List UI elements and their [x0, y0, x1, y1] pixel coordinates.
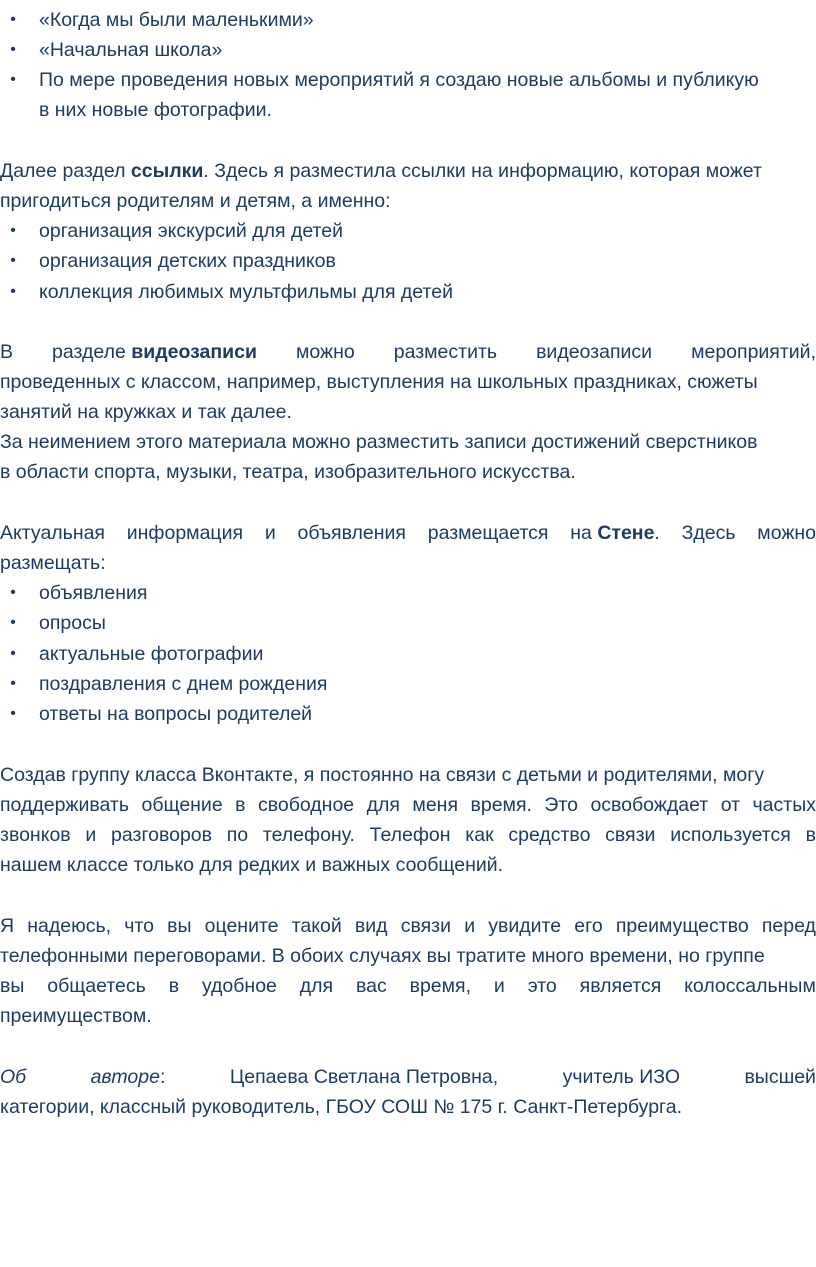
bullet-icon: •	[10, 11, 16, 28]
word: преимущество	[615, 915, 749, 937]
list-item	[0, 578, 816, 608]
word: вы	[167, 915, 192, 937]
list-item-text: коллекция любимых мультфильмы для детей	[39, 281, 453, 303]
group-paragraph-line: Создав группу класса Вконтакте, я постоянно на связи с детьми и родителями, могу	[0, 764, 765, 786]
list-item	[0, 639, 816, 669]
bullet-icon: •	[10, 252, 16, 269]
word: перед	[761, 915, 816, 937]
author-label-word: авторе	[90, 1066, 160, 1088]
word: связи	[400, 915, 452, 937]
word: общаетесь	[47, 975, 146, 997]
links-paragraph-line: пригодиться родителям и детям, а именно:	[0, 190, 391, 212]
bullet-icon: •	[10, 41, 16, 58]
list-item-text: объявления	[39, 582, 148, 604]
group-paragraph-line: нашем классе только для редких и важных сообщений.	[0, 854, 504, 876]
word: увидите	[488, 915, 562, 937]
bullet-icon: •	[10, 705, 16, 722]
word: звонков	[0, 824, 71, 846]
group-paragraph-line	[0, 820, 816, 850]
word: в	[805, 824, 816, 846]
list-item	[0, 608, 816, 638]
word: и	[493, 975, 505, 997]
word: Я	[0, 915, 15, 937]
word: меня	[412, 794, 459, 816]
word: оцените	[204, 915, 279, 937]
list-item-text: По мере проведения новых мероприятий я создаю новые альбомы и публикую	[39, 69, 759, 91]
word: колоссальным	[684, 975, 816, 997]
word: Телефон	[369, 824, 451, 846]
word: общение	[141, 794, 223, 816]
list-item-text: организация экскурсий для детей	[39, 220, 343, 242]
word: как	[465, 824, 494, 846]
word: является	[579, 975, 662, 997]
list-item	[0, 35, 816, 65]
word: его	[574, 915, 603, 937]
author-name: Цепаева Светлана Петровна,	[229, 1066, 499, 1088]
word: используется	[670, 824, 791, 846]
word: для	[366, 794, 400, 816]
section-name-links: ссылки	[130, 160, 204, 182]
bullet-icon: •	[10, 283, 16, 300]
word: средство	[508, 824, 591, 846]
list-item-continuation: в них новые фотографии.	[39, 99, 272, 121]
word: разговоров	[111, 824, 213, 846]
author-label-word: Об	[0, 1066, 27, 1088]
word: что	[124, 915, 154, 937]
word: частых	[752, 794, 816, 816]
word: связи	[605, 824, 656, 846]
video-paragraph-line: занятий на кружках и так далее.	[0, 401, 292, 423]
list-item-text: актуальные фотографии	[39, 643, 264, 665]
word: телефону.	[262, 824, 355, 846]
wall-paragraph-line: размещать:	[0, 552, 106, 574]
list-item-text: ответы на вопросы родителей	[39, 703, 313, 725]
list-item	[0, 5, 816, 35]
hope-paragraph-line: телефонными переговорами. В обоих случаях вы тратите много времени, но группе	[0, 945, 765, 967]
word: и	[464, 915, 476, 937]
bullet-icon: •	[10, 645, 16, 662]
bullet-icon: •	[10, 584, 16, 601]
bullet-icon: •	[10, 614, 16, 631]
list-item-text: организация детских праздников	[39, 250, 336, 272]
list-item	[0, 699, 816, 729]
word: в	[168, 975, 180, 997]
video-paragraph-line: проведенных с классом, например, выступления на школьных праздниках, сюжеты	[0, 371, 758, 393]
bullet-icon: •	[10, 71, 16, 88]
list-item-text: поздравления с днем рождения	[39, 673, 328, 695]
word: это	[527, 975, 557, 997]
video-paragraph-line: В разделе видеозаписи можно разместить видеозаписи мероприятий,	[0, 341, 816, 363]
list-item	[0, 277, 816, 307]
word: такой	[291, 915, 342, 937]
word: по	[226, 824, 249, 846]
word: вы	[0, 975, 25, 997]
list-item-text: «Когда мы были маленькими»	[39, 9, 314, 31]
list-item-text: опросы	[39, 612, 106, 634]
section-name-wall: Стене	[597, 522, 655, 544]
word: Это	[544, 794, 578, 816]
list-item	[0, 669, 816, 699]
word: время.	[470, 794, 532, 816]
word: освобождает	[590, 794, 709, 816]
word: от	[720, 794, 741, 816]
word: и	[85, 824, 97, 846]
video-paragraph-line: За неимением этого материала можно разместить записи достижений сверстников	[0, 431, 758, 453]
bullet-icon: •	[10, 222, 16, 239]
hope-paragraph-line	[0, 971, 816, 1001]
word: надеюсь,	[27, 915, 112, 937]
section-name-video: видеозаписи	[131, 341, 257, 363]
video-paragraph-line: в области спорта, музыки, театра, изобразительного искусства.	[0, 461, 576, 483]
links-paragraph-line: Далее раздел ссылки. Здесь я разместила ссылки на информацию, которая может	[0, 160, 762, 182]
author-paragraph-line: категории, классный руководитель, ГБОУ СОШ № 175 г. Санкт-Петербурга.	[0, 1096, 682, 1118]
group-paragraph-line	[0, 790, 816, 820]
list-item	[0, 216, 816, 246]
list-item-text: «Начальная школа»	[39, 39, 223, 61]
word: поддерживать	[0, 794, 130, 816]
word: для	[299, 975, 334, 997]
word: удобное	[201, 975, 277, 997]
word: время,	[409, 975, 472, 997]
word: свободное	[257, 794, 355, 816]
hope-paragraph-line	[0, 911, 816, 941]
wall-paragraph-line: Актуальная информация и объявления размещается на Стене. Здесь можно	[0, 522, 816, 544]
word: вас	[355, 975, 387, 997]
list-item	[0, 65, 816, 95]
list-item	[0, 246, 816, 276]
hope-paragraph-line: преимуществом.	[0, 1005, 152, 1027]
word: вид	[354, 915, 388, 937]
word: в	[235, 794, 246, 816]
bullet-icon: •	[10, 675, 16, 692]
author-paragraph-line: Об авторе: Цепаева Светлана Петровна, учитель ИЗО высшей	[0, 1062, 816, 1092]
